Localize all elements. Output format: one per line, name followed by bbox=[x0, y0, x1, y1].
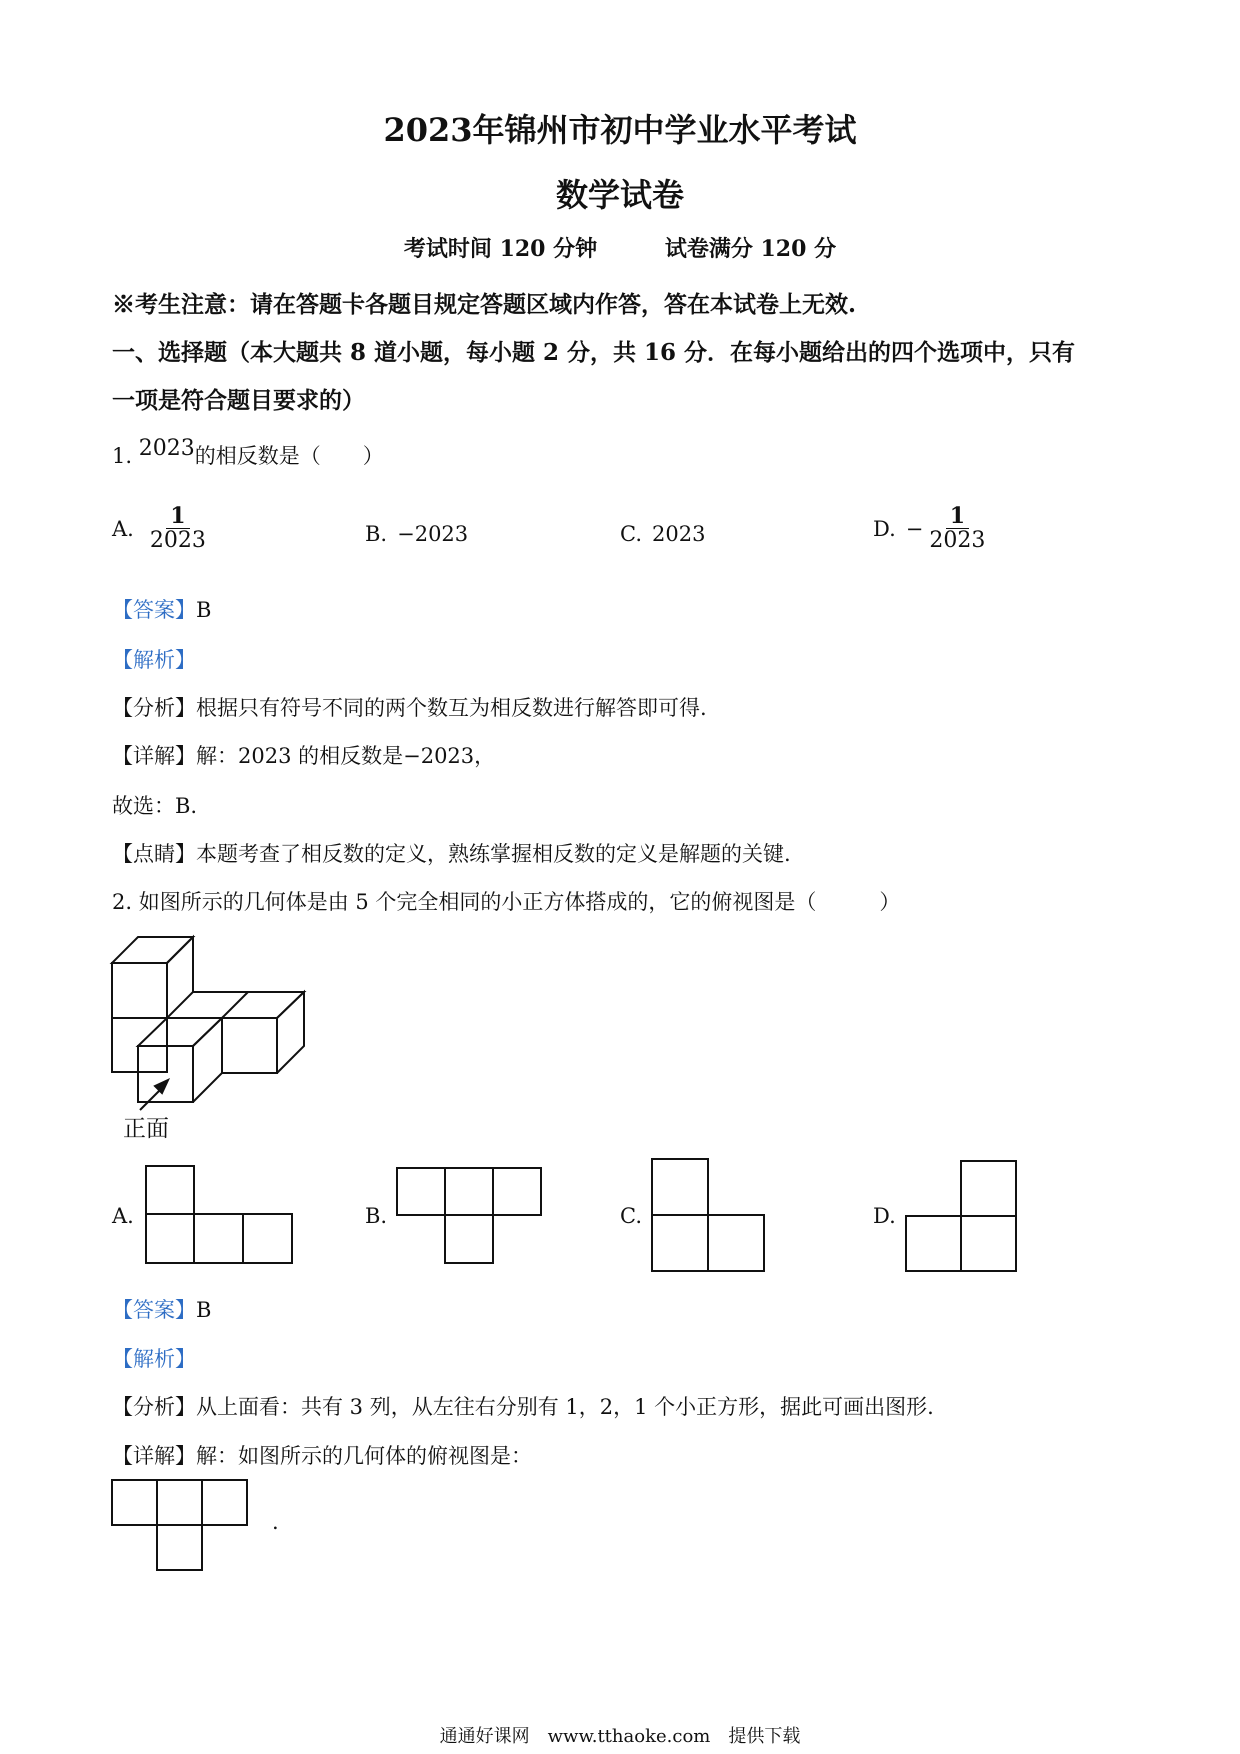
exam-notice: ※考生注意：请在答题卡各题目规定答题区域内作答，答在本试卷上无效. bbox=[112, 291, 857, 318]
q1-analysis-tag: 【解析】 bbox=[112, 648, 196, 672]
fenxi-text: 根据只有符号不同的两个数互为相反数进行解答即可得. bbox=[196, 696, 707, 720]
fraction-numerator: 1 bbox=[166, 505, 189, 529]
fenxi-tag: 【分析】 bbox=[112, 1395, 196, 1419]
q2-option-d-label: D. bbox=[873, 1204, 896, 1228]
q2-stem: 2. 如图所示的几何体是由 5 个完全相同的小正方体搭成的，它的俯视图是（ ） bbox=[112, 890, 901, 914]
xiangjie-text: 解：如图所示的几何体的俯视图是： bbox=[196, 1444, 532, 1468]
q2-option-c-label: C. bbox=[620, 1204, 642, 1228]
xiangjie-text: 解：2023 的相反数是−2023， bbox=[196, 744, 496, 768]
fraction-numerator: 1 bbox=[946, 505, 969, 529]
q2-option-a-label: A. bbox=[112, 1204, 134, 1228]
fenxi-tag: 【分析】 bbox=[112, 696, 196, 720]
fraction-denominator: 2023 bbox=[149, 528, 206, 554]
section-heading-line2: 一项是符合题目要求的） bbox=[112, 387, 365, 414]
q1-option-b-label: B. bbox=[365, 522, 388, 546]
exam-score: 试卷满分 120 分 bbox=[664, 236, 837, 262]
dianjing-tag: 【点睛】 bbox=[112, 842, 196, 866]
q1-option-c-text: 2023 bbox=[652, 522, 706, 546]
q1-number: 1. bbox=[112, 444, 133, 468]
q1-option-d-sign: − bbox=[905, 516, 924, 541]
q1-value: 2023 bbox=[138, 436, 195, 461]
exam-title: 2023年锦州市初中学业水平考试 bbox=[383, 111, 857, 149]
q1-option-b-text: −2023 bbox=[397, 522, 469, 546]
q1-option-d-label: D. bbox=[873, 516, 896, 541]
q1-stem-text: 的相反数是（ ） bbox=[194, 444, 384, 468]
xiangjie-tag: 【详解】 bbox=[112, 1444, 196, 1468]
q1-option-a-label: A. bbox=[112, 516, 134, 541]
section-heading-line1: 一、选择题（本大题共 8 道小题，每小题 2 分，共 16 分．在每小题给出的四个选项中，只有 bbox=[112, 339, 1076, 366]
q2-solution-period: . bbox=[272, 1510, 279, 1534]
answer-value: B bbox=[196, 598, 212, 622]
q2-option-b-label: B. bbox=[365, 1204, 388, 1228]
answer-value: B bbox=[196, 1298, 212, 1322]
q2-analysis-tag: 【解析】 bbox=[112, 1347, 196, 1371]
dianjing-text: 本题考查了相反数的定义，熟练掌握相反数的定义是解题的关键. bbox=[196, 842, 791, 866]
q1-option-c-label: C. bbox=[620, 522, 642, 546]
fenxi-text: 从上面看：共有 3 列，从左往右分别有 1，2，1 个小正方形，据此可画出图形. bbox=[196, 1395, 934, 1419]
q1-guxuan: 故选：B. bbox=[112, 794, 198, 818]
xiangjie-tag: 【详解】 bbox=[112, 744, 196, 768]
exam-subject: 数学试卷 bbox=[555, 176, 684, 214]
fraction-denominator: 2023 bbox=[929, 528, 986, 554]
answer-tag: 【答案】 bbox=[112, 598, 196, 622]
page-footer: 通通好课网 www.tthaoke.com 提供下载 bbox=[439, 1726, 801, 1747]
front-label: 正面 bbox=[123, 1116, 169, 1142]
answer-tag: 【答案】 bbox=[112, 1298, 196, 1322]
exam-time: 考试时间 120 分钟 bbox=[403, 236, 598, 262]
